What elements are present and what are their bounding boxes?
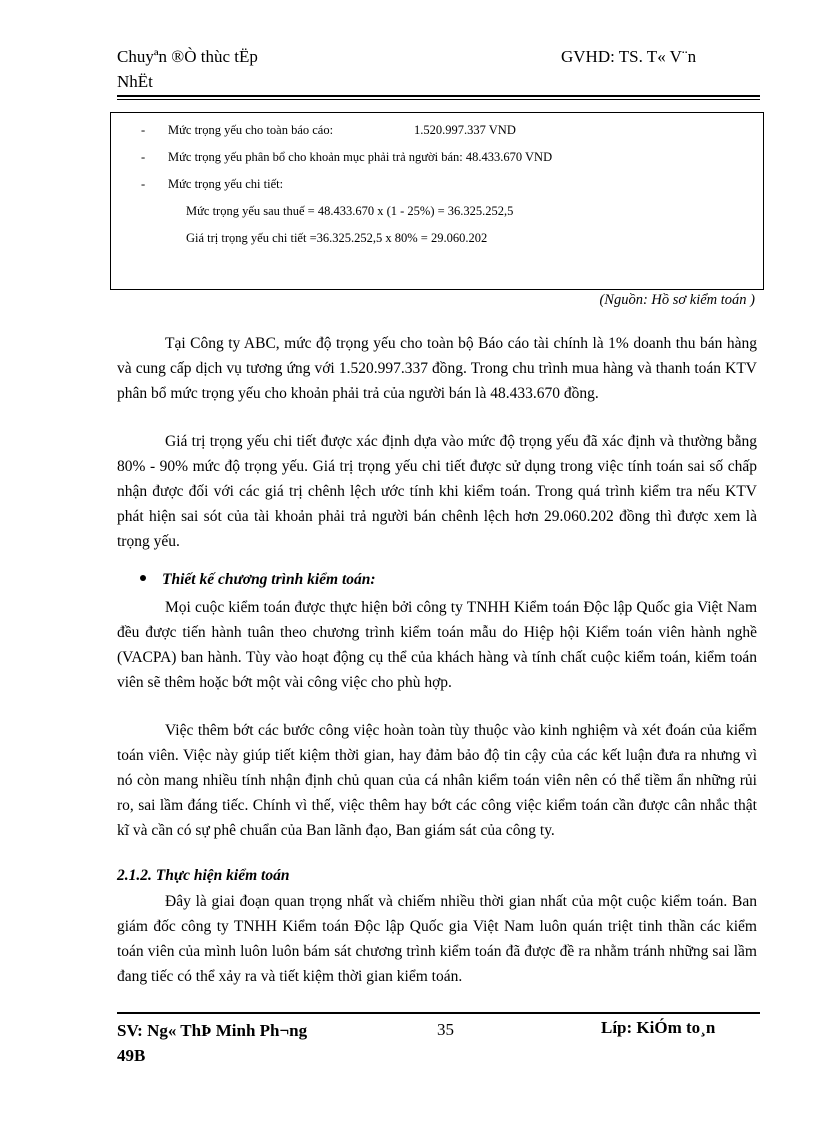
paragraph-adjustments: Việc thêm bớt các bước công việc hoàn toàn tùy thuộc vào kinh nghiệm và xét đoán của kiểm toán viên. Việc này giúp tiết kiệm thời gian, hay đảm bảo độ tin cậy của các kết luận đưa ra nhưng vì nó còn mang nhiều tính nhận định chủ quan của cá nhân kiểm toán viên nên có thể tiềm ẩn những rủi ro, sai lầm đáng tiếc. Chính vì thế, việc thêm hay bớt các công việc kiểm toán cần được cân nhắc thật kĩ và cần có sự phê chuẩn của Ban lãnh đạo, Ban giám sát của công ty.: [117, 722, 757, 839]
bullet-heading-text: Thiết kế chương trình kiểm toán:: [162, 571, 376, 588]
box-item-dash: -: [141, 177, 146, 191]
paragraph-execution: Đây là giai đoạn quan trọng nhất và chiếm nhiều thời gian nhất của một cuộc kiểm toán. Ban giám đốc công ty TNHH Kiểm toán Độc lập Quốc gia Việt Nam luôn quán triệt tinh thần các kiểm toán viên của mình luôn luôn bám sát chương trình kiểm toán đã được đề ra nhằm tránh những sai lầm đang tiếc có thể xảy ra và tiết kiệm thời gian kiểm toán.: [117, 893, 757, 985]
header-rule-thin: [117, 99, 760, 100]
header-title-line-1: Chuyªn ®Ò thùc tËp: [117, 47, 258, 66]
header-rule-thick: [117, 95, 760, 97]
bullet-icon: [140, 575, 146, 581]
box-item-label: Mức trọng yếu cho toàn báo cáo:: [168, 123, 334, 137]
footer-class: Líp: KiÓm to¸n: [601, 1018, 716, 1037]
box-item-label: Mức trọng yếu chi tiết:: [168, 177, 284, 191]
box-detail-materiality: Giá trị trọng yếu chi tiết =36.325.252,5 x 80% = 29.060.202: [186, 231, 488, 245]
bullet-heading: [140, 571, 376, 589]
footer-rule: [117, 1012, 760, 1014]
paragraph-audit-program: Mọi cuộc kiểm toán được thực hiện bởi công ty TNHH Kiểm toán Độc lập Quốc gia Việt Nam đều được tiến hành tuân theo chương trình kiểm toán mẫu do Hiệp hội Kiểm toán viên hành nghề (VACPA) ban hành. Tùy vào hoạt động cụ thể của khách hàng và tính chất cuộc kiểm toán, kiểm toán viên sẽ thêm hoặc bớt một vài công việc cho phù hợp.: [117, 599, 757, 691]
box-item-dash: -: [141, 150, 146, 164]
page-footer: [117, 1018, 760, 1068]
header-document-title: [117, 44, 337, 94]
page-number: 35: [437, 1020, 454, 1039]
source-note: (Nguồn: Hồ sơ kiểm toán ): [599, 292, 755, 308]
section-heading: 2.1.2. Thực hiện kiểm toán: [117, 867, 290, 884]
footer-student: [117, 1018, 357, 1068]
paragraph-abc-materiality: Tại Công ty ABC, mức độ trọng yếu cho toàn bộ Báo cáo tài chính là 1% doanh thu bán hàng và cung cấp dịch vụ tương ứng với 1.520.997.337 đồng. Trong chu trình mua hàng và thanh toán KTV phân bổ mức trọng yếu cho khoản phải trả của người bán là 48.433.670 đồng.: [117, 335, 757, 402]
box-detail-after-tax: Mức trọng yếu sau thuế = 48.433.670 x (1 - 25%) = 36.325.252,5: [186, 204, 514, 218]
box-item-dash: -: [141, 123, 146, 137]
box-item-label: Mức trọng yếu phân bổ cho khoản mục phải trả người bán: 48.433.670 VND: [168, 150, 553, 164]
page-header: [117, 44, 760, 94]
header-supervisor: GVHD: TS. T« V¨n: [561, 47, 697, 66]
footer-student-line-1: SV: Ng« ThÞ Minh Ph¬ng: [117, 1021, 308, 1040]
paragraph-detail-materiality: Giá trị trọng yếu chi tiết được xác định dựa vào mức độ trọng yếu đã xác định và thường bằng 80% - 90% mức độ trọng yếu. Giá trị trọng yếu chi tiết được sử dụng trong việc tính toán sai số chấp nhận được đối với các giá trị chênh lệch ước tính khi kiểm toán. Trong quá trình kiểm tra nếu KTV phát hiện sai sót của tài khoản phải trả người bán chênh lệch hơn 29.060.202 đồng thì được xem là trọng yếu.: [117, 433, 757, 550]
footer-student-line-2: 49B: [117, 1046, 146, 1065]
materiality-box: [110, 112, 764, 290]
box-item-value: 1.520.997.337 VND: [414, 123, 516, 137]
header-title-line-2: NhËt: [117, 72, 153, 91]
